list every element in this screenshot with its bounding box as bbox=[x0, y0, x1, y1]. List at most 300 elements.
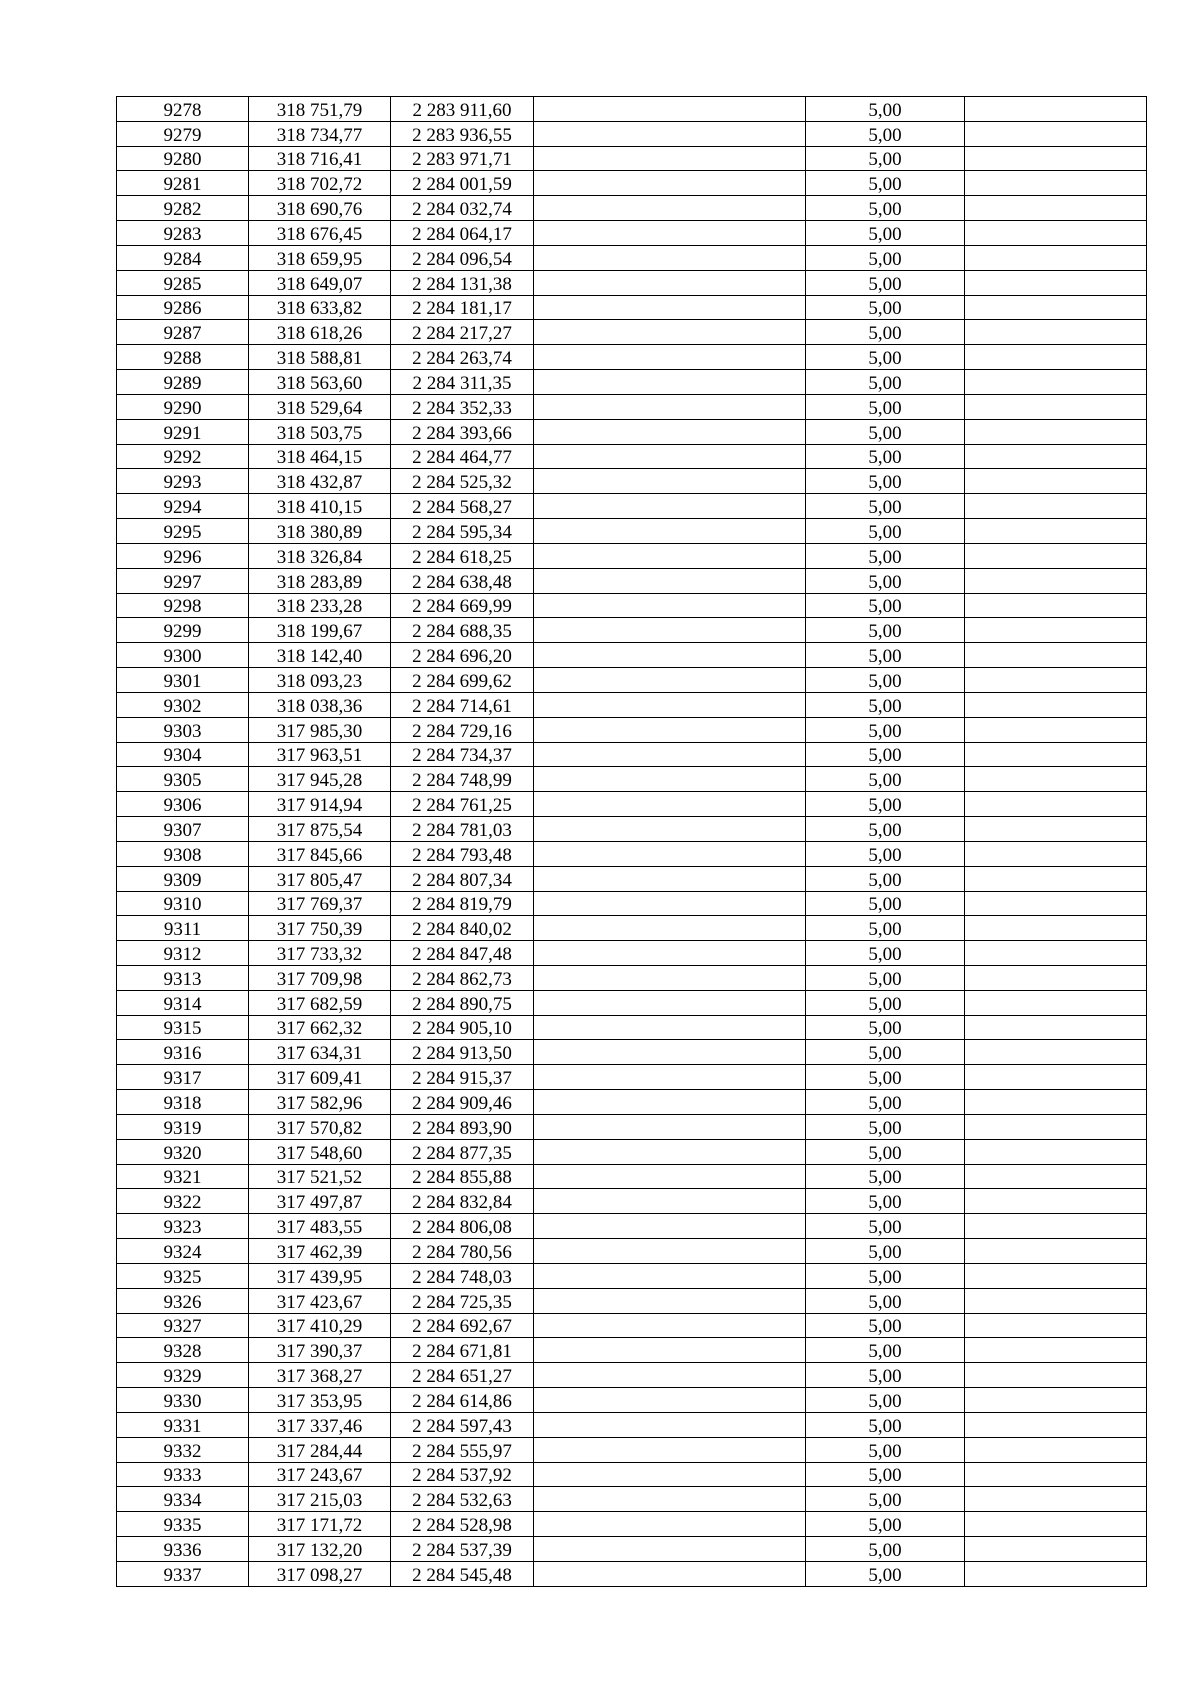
empty-cell bbox=[965, 1090, 1147, 1115]
empty-cell bbox=[965, 792, 1147, 817]
value-cell: 5,00 bbox=[806, 817, 965, 842]
value-cell: 5,00 bbox=[806, 469, 965, 494]
empty-cell bbox=[534, 817, 806, 842]
x-coordinate-cell: 317 682,59 bbox=[249, 990, 391, 1015]
y-coordinate-cell: 2 284 840,02 bbox=[391, 916, 534, 941]
table-row bbox=[117, 519, 1147, 544]
value-cell: 5,00 bbox=[806, 1288, 965, 1313]
y-coordinate-cell: 2 284 696,20 bbox=[391, 643, 534, 668]
value-cell: 5,00 bbox=[806, 1015, 965, 1040]
x-coordinate-cell: 317 171,72 bbox=[249, 1512, 391, 1537]
x-coordinate-cell: 317 634,31 bbox=[249, 1040, 391, 1065]
table-row bbox=[117, 1487, 1147, 1512]
y-coordinate-cell: 2 284 699,62 bbox=[391, 668, 534, 693]
y-coordinate-cell: 2 284 781,03 bbox=[391, 817, 534, 842]
x-coordinate-cell: 318 093,23 bbox=[249, 668, 391, 693]
point-number-cell: 9320 bbox=[117, 1139, 249, 1164]
table-row bbox=[117, 916, 1147, 941]
empty-cell bbox=[965, 692, 1147, 717]
y-coordinate-cell: 2 284 597,43 bbox=[391, 1412, 534, 1437]
empty-cell bbox=[534, 1338, 806, 1363]
table-row bbox=[117, 1288, 1147, 1313]
y-coordinate-cell: 2 284 528,98 bbox=[391, 1512, 534, 1537]
point-number-cell: 9324 bbox=[117, 1239, 249, 1264]
x-coordinate-cell: 318 410,15 bbox=[249, 494, 391, 519]
table-row bbox=[117, 121, 1147, 146]
empty-cell bbox=[534, 643, 806, 668]
point-number-cell: 9292 bbox=[117, 444, 249, 469]
point-number-cell: 9337 bbox=[117, 1561, 249, 1586]
point-number-cell: 9318 bbox=[117, 1090, 249, 1115]
empty-cell bbox=[534, 717, 806, 742]
value-cell: 5,00 bbox=[806, 394, 965, 419]
x-coordinate-cell: 317 963,51 bbox=[249, 742, 391, 767]
empty-cell bbox=[534, 320, 806, 345]
value-cell: 5,00 bbox=[806, 121, 965, 146]
empty-cell bbox=[534, 668, 806, 693]
value-cell: 5,00 bbox=[806, 717, 965, 742]
table-row bbox=[117, 866, 1147, 891]
coordinates-table bbox=[116, 96, 1147, 1587]
y-coordinate-cell: 2 284 714,61 bbox=[391, 692, 534, 717]
empty-cell bbox=[965, 345, 1147, 370]
y-coordinate-cell: 2 284 217,27 bbox=[391, 320, 534, 345]
point-number-cell: 9328 bbox=[117, 1338, 249, 1363]
table-row bbox=[117, 965, 1147, 990]
x-coordinate-cell: 318 326,84 bbox=[249, 543, 391, 568]
table-row bbox=[117, 1537, 1147, 1562]
empty-cell bbox=[534, 1537, 806, 1562]
x-coordinate-cell: 317 439,95 bbox=[249, 1263, 391, 1288]
table-row bbox=[117, 1065, 1147, 1090]
empty-cell bbox=[965, 1338, 1147, 1363]
y-coordinate-cell: 2 284 734,37 bbox=[391, 742, 534, 767]
x-coordinate-cell: 318 464,15 bbox=[249, 444, 391, 469]
point-number-cell: 9325 bbox=[117, 1263, 249, 1288]
value-cell: 5,00 bbox=[806, 1412, 965, 1437]
y-coordinate-cell: 2 284 131,38 bbox=[391, 270, 534, 295]
value-cell: 5,00 bbox=[806, 1065, 965, 1090]
empty-cell bbox=[534, 1462, 806, 1487]
point-number-cell: 9290 bbox=[117, 394, 249, 419]
y-coordinate-cell: 2 284 905,10 bbox=[391, 1015, 534, 1040]
point-number-cell: 9294 bbox=[117, 494, 249, 519]
y-coordinate-cell: 2 284 464,77 bbox=[391, 444, 534, 469]
table-row bbox=[117, 196, 1147, 221]
value-cell: 5,00 bbox=[806, 171, 965, 196]
x-coordinate-cell: 318 529,64 bbox=[249, 394, 391, 419]
table-row bbox=[117, 1114, 1147, 1139]
empty-cell bbox=[965, 643, 1147, 668]
table-row bbox=[117, 245, 1147, 270]
value-cell: 5,00 bbox=[806, 891, 965, 916]
table-row bbox=[117, 990, 1147, 1015]
table-row bbox=[117, 1561, 1147, 1586]
point-number-cell: 9322 bbox=[117, 1189, 249, 1214]
y-coordinate-cell: 2 284 638,48 bbox=[391, 568, 534, 593]
x-coordinate-cell: 318 751,79 bbox=[249, 97, 391, 122]
point-number-cell: 9309 bbox=[117, 866, 249, 891]
empty-cell bbox=[965, 1189, 1147, 1214]
empty-cell bbox=[965, 618, 1147, 643]
y-coordinate-cell: 2 284 915,37 bbox=[391, 1065, 534, 1090]
empty-cell bbox=[965, 593, 1147, 618]
empty-cell bbox=[965, 1288, 1147, 1313]
y-coordinate-cell: 2 284 909,46 bbox=[391, 1090, 534, 1115]
x-coordinate-cell: 318 618,26 bbox=[249, 320, 391, 345]
y-coordinate-cell: 2 284 595,34 bbox=[391, 519, 534, 544]
point-number-cell: 9281 bbox=[117, 171, 249, 196]
table-row bbox=[117, 1164, 1147, 1189]
y-coordinate-cell: 2 284 064,17 bbox=[391, 221, 534, 246]
x-coordinate-cell: 317 423,67 bbox=[249, 1288, 391, 1313]
x-coordinate-cell: 318 380,89 bbox=[249, 519, 391, 544]
x-coordinate-cell: 317 805,47 bbox=[249, 866, 391, 891]
y-coordinate-cell: 2 284 032,74 bbox=[391, 196, 534, 221]
empty-cell bbox=[534, 1263, 806, 1288]
empty-cell bbox=[965, 1239, 1147, 1264]
empty-cell bbox=[965, 494, 1147, 519]
table-row bbox=[117, 1412, 1147, 1437]
empty-cell bbox=[534, 866, 806, 891]
empty-cell bbox=[965, 1015, 1147, 1040]
value-cell: 5,00 bbox=[806, 1512, 965, 1537]
y-coordinate-cell: 2 283 911,60 bbox=[391, 97, 534, 122]
point-number-cell: 9286 bbox=[117, 295, 249, 320]
value-cell: 5,00 bbox=[806, 1561, 965, 1586]
value-cell: 5,00 bbox=[806, 295, 965, 320]
empty-cell bbox=[534, 692, 806, 717]
point-number-cell: 9301 bbox=[117, 668, 249, 693]
value-cell: 5,00 bbox=[806, 97, 965, 122]
point-number-cell: 9311 bbox=[117, 916, 249, 941]
empty-cell bbox=[965, 320, 1147, 345]
x-coordinate-cell: 317 875,54 bbox=[249, 817, 391, 842]
value-cell: 5,00 bbox=[806, 568, 965, 593]
y-coordinate-cell: 2 284 819,79 bbox=[391, 891, 534, 916]
empty-cell bbox=[965, 1040, 1147, 1065]
point-number-cell: 9305 bbox=[117, 767, 249, 792]
table-row bbox=[117, 1139, 1147, 1164]
y-coordinate-cell: 2 284 893,90 bbox=[391, 1114, 534, 1139]
point-number-cell: 9284 bbox=[117, 245, 249, 270]
empty-cell bbox=[534, 742, 806, 767]
value-cell: 5,00 bbox=[806, 1437, 965, 1462]
empty-cell bbox=[534, 345, 806, 370]
point-number-cell: 9314 bbox=[117, 990, 249, 1015]
y-coordinate-cell: 2 284 001,59 bbox=[391, 171, 534, 196]
empty-cell bbox=[965, 1114, 1147, 1139]
empty-cell bbox=[534, 1015, 806, 1040]
empty-cell bbox=[965, 1388, 1147, 1413]
y-coordinate-cell: 2 284 913,50 bbox=[391, 1040, 534, 1065]
empty-cell bbox=[534, 965, 806, 990]
point-number-cell: 9312 bbox=[117, 941, 249, 966]
empty-cell bbox=[534, 171, 806, 196]
empty-cell bbox=[965, 469, 1147, 494]
point-number-cell: 9313 bbox=[117, 965, 249, 990]
empty-cell bbox=[534, 990, 806, 1015]
x-coordinate-cell: 317 483,55 bbox=[249, 1214, 391, 1239]
x-coordinate-cell: 317 945,28 bbox=[249, 767, 391, 792]
table-row bbox=[117, 1462, 1147, 1487]
point-number-cell: 9297 bbox=[117, 568, 249, 593]
table-row bbox=[117, 320, 1147, 345]
value-cell: 5,00 bbox=[806, 965, 965, 990]
value-cell: 5,00 bbox=[806, 1214, 965, 1239]
value-cell: 5,00 bbox=[806, 270, 965, 295]
empty-cell bbox=[534, 1313, 806, 1338]
empty-cell bbox=[965, 866, 1147, 891]
point-number-cell: 9326 bbox=[117, 1288, 249, 1313]
value-cell: 5,00 bbox=[806, 245, 965, 270]
x-coordinate-cell: 317 284,44 bbox=[249, 1437, 391, 1462]
empty-cell bbox=[965, 1065, 1147, 1090]
y-coordinate-cell: 2 284 671,81 bbox=[391, 1338, 534, 1363]
empty-cell bbox=[534, 767, 806, 792]
x-coordinate-cell: 317 769,37 bbox=[249, 891, 391, 916]
value-cell: 5,00 bbox=[806, 519, 965, 544]
value-cell: 5,00 bbox=[806, 320, 965, 345]
coordinates-table-body bbox=[117, 97, 1147, 1587]
value-cell: 5,00 bbox=[806, 221, 965, 246]
point-number-cell: 9321 bbox=[117, 1164, 249, 1189]
point-number-cell: 9291 bbox=[117, 419, 249, 444]
value-cell: 5,00 bbox=[806, 941, 965, 966]
x-coordinate-cell: 317 845,66 bbox=[249, 841, 391, 866]
empty-cell bbox=[534, 1189, 806, 1214]
point-number-cell: 9299 bbox=[117, 618, 249, 643]
point-number-cell: 9334 bbox=[117, 1487, 249, 1512]
y-coordinate-cell: 2 284 890,75 bbox=[391, 990, 534, 1015]
empty-cell bbox=[965, 1263, 1147, 1288]
empty-cell bbox=[534, 221, 806, 246]
x-coordinate-cell: 317 750,39 bbox=[249, 916, 391, 941]
empty-cell bbox=[534, 1065, 806, 1090]
value-cell: 5,00 bbox=[806, 419, 965, 444]
value-cell: 5,00 bbox=[806, 1338, 965, 1363]
empty-cell bbox=[965, 1537, 1147, 1562]
x-coordinate-cell: 318 716,41 bbox=[249, 146, 391, 171]
value-cell: 5,00 bbox=[806, 692, 965, 717]
table-row bbox=[117, 792, 1147, 817]
x-coordinate-cell: 318 038,36 bbox=[249, 692, 391, 717]
table-row bbox=[117, 1388, 1147, 1413]
empty-cell bbox=[534, 469, 806, 494]
x-coordinate-cell: 317 353,95 bbox=[249, 1388, 391, 1413]
empty-cell bbox=[965, 370, 1147, 395]
point-number-cell: 9282 bbox=[117, 196, 249, 221]
empty-cell bbox=[534, 1114, 806, 1139]
table-row bbox=[117, 1437, 1147, 1462]
y-coordinate-cell: 2 284 393,66 bbox=[391, 419, 534, 444]
point-number-cell: 9295 bbox=[117, 519, 249, 544]
table-row bbox=[117, 295, 1147, 320]
empty-cell bbox=[965, 1462, 1147, 1487]
table-row bbox=[117, 1015, 1147, 1040]
value-cell: 5,00 bbox=[806, 841, 965, 866]
table-row bbox=[117, 221, 1147, 246]
empty-cell bbox=[534, 1090, 806, 1115]
y-coordinate-cell: 2 284 614,86 bbox=[391, 1388, 534, 1413]
x-coordinate-cell: 318 503,75 bbox=[249, 419, 391, 444]
empty-cell bbox=[965, 1412, 1147, 1437]
empty-cell bbox=[965, 97, 1147, 122]
y-coordinate-cell: 2 284 181,17 bbox=[391, 295, 534, 320]
empty-cell bbox=[534, 792, 806, 817]
empty-cell bbox=[534, 568, 806, 593]
table-row bbox=[117, 717, 1147, 742]
empty-cell bbox=[534, 1363, 806, 1388]
empty-cell bbox=[534, 916, 806, 941]
point-number-cell: 9307 bbox=[117, 817, 249, 842]
empty-cell bbox=[534, 941, 806, 966]
table-row bbox=[117, 692, 1147, 717]
y-coordinate-cell: 2 284 545,48 bbox=[391, 1561, 534, 1586]
point-number-cell: 9288 bbox=[117, 345, 249, 370]
x-coordinate-cell: 317 368,27 bbox=[249, 1363, 391, 1388]
empty-cell bbox=[965, 519, 1147, 544]
y-coordinate-cell: 2 284 877,35 bbox=[391, 1139, 534, 1164]
value-cell: 5,00 bbox=[806, 1189, 965, 1214]
y-coordinate-cell: 2 284 761,25 bbox=[391, 792, 534, 817]
x-coordinate-cell: 318 283,89 bbox=[249, 568, 391, 593]
empty-cell bbox=[965, 419, 1147, 444]
empty-cell bbox=[965, 767, 1147, 792]
value-cell: 5,00 bbox=[806, 767, 965, 792]
table-row bbox=[117, 593, 1147, 618]
x-coordinate-cell: 317 548,60 bbox=[249, 1139, 391, 1164]
x-coordinate-cell: 317 709,98 bbox=[249, 965, 391, 990]
x-coordinate-cell: 317 582,96 bbox=[249, 1090, 391, 1115]
value-cell: 5,00 bbox=[806, 1462, 965, 1487]
y-coordinate-cell: 2 284 311,35 bbox=[391, 370, 534, 395]
table-row bbox=[117, 1313, 1147, 1338]
value-cell: 5,00 bbox=[806, 1263, 965, 1288]
empty-cell bbox=[965, 990, 1147, 1015]
point-number-cell: 9317 bbox=[117, 1065, 249, 1090]
empty-cell bbox=[534, 593, 806, 618]
value-cell: 5,00 bbox=[806, 866, 965, 891]
table-row bbox=[117, 543, 1147, 568]
empty-cell bbox=[534, 1412, 806, 1437]
point-number-cell: 9280 bbox=[117, 146, 249, 171]
table-row bbox=[117, 370, 1147, 395]
empty-cell bbox=[965, 1164, 1147, 1189]
table-row bbox=[117, 1263, 1147, 1288]
empty-cell bbox=[534, 1437, 806, 1462]
empty-cell bbox=[534, 891, 806, 916]
empty-cell bbox=[534, 1139, 806, 1164]
point-number-cell: 9278 bbox=[117, 97, 249, 122]
empty-cell bbox=[965, 1561, 1147, 1586]
value-cell: 5,00 bbox=[806, 593, 965, 618]
value-cell: 5,00 bbox=[806, 444, 965, 469]
point-number-cell: 9293 bbox=[117, 469, 249, 494]
y-coordinate-cell: 2 284 263,74 bbox=[391, 345, 534, 370]
table-row bbox=[117, 171, 1147, 196]
x-coordinate-cell: 318 633,82 bbox=[249, 295, 391, 320]
x-coordinate-cell: 317 337,46 bbox=[249, 1412, 391, 1437]
empty-cell bbox=[965, 146, 1147, 171]
empty-cell bbox=[965, 270, 1147, 295]
table-row bbox=[117, 891, 1147, 916]
empty-cell bbox=[965, 444, 1147, 469]
empty-cell bbox=[534, 245, 806, 270]
x-coordinate-cell: 317 132,20 bbox=[249, 1537, 391, 1562]
empty-cell bbox=[965, 841, 1147, 866]
x-coordinate-cell: 317 914,94 bbox=[249, 792, 391, 817]
point-number-cell: 9332 bbox=[117, 1437, 249, 1462]
point-number-cell: 9285 bbox=[117, 270, 249, 295]
empty-cell bbox=[965, 245, 1147, 270]
point-number-cell: 9335 bbox=[117, 1512, 249, 1537]
empty-cell bbox=[534, 543, 806, 568]
empty-cell bbox=[534, 494, 806, 519]
table-row bbox=[117, 618, 1147, 643]
value-cell: 5,00 bbox=[806, 990, 965, 1015]
y-coordinate-cell: 2 284 793,48 bbox=[391, 841, 534, 866]
y-coordinate-cell: 2 284 669,99 bbox=[391, 593, 534, 618]
table-row bbox=[117, 345, 1147, 370]
y-coordinate-cell: 2 284 729,16 bbox=[391, 717, 534, 742]
y-coordinate-cell: 2 284 532,63 bbox=[391, 1487, 534, 1512]
x-coordinate-cell: 318 142,40 bbox=[249, 643, 391, 668]
empty-cell bbox=[965, 1437, 1147, 1462]
x-coordinate-cell: 317 462,39 bbox=[249, 1239, 391, 1264]
point-number-cell: 9303 bbox=[117, 717, 249, 742]
point-number-cell: 9336 bbox=[117, 1537, 249, 1562]
value-cell: 5,00 bbox=[806, 1363, 965, 1388]
table-row bbox=[117, 941, 1147, 966]
x-coordinate-cell: 317 410,29 bbox=[249, 1313, 391, 1338]
value-cell: 5,00 bbox=[806, 1164, 965, 1189]
empty-cell bbox=[534, 196, 806, 221]
empty-cell bbox=[534, 1288, 806, 1313]
point-number-cell: 9319 bbox=[117, 1114, 249, 1139]
empty-cell bbox=[965, 941, 1147, 966]
value-cell: 5,00 bbox=[806, 1537, 965, 1562]
empty-cell bbox=[534, 618, 806, 643]
table-row bbox=[117, 1040, 1147, 1065]
y-coordinate-cell: 2 284 748,99 bbox=[391, 767, 534, 792]
x-coordinate-cell: 317 497,87 bbox=[249, 1189, 391, 1214]
x-coordinate-cell: 317 521,52 bbox=[249, 1164, 391, 1189]
empty-cell bbox=[534, 1561, 806, 1586]
empty-cell bbox=[965, 171, 1147, 196]
point-number-cell: 9331 bbox=[117, 1412, 249, 1437]
point-number-cell: 9304 bbox=[117, 742, 249, 767]
empty-cell bbox=[534, 444, 806, 469]
x-coordinate-cell: 318 659,95 bbox=[249, 245, 391, 270]
empty-cell bbox=[534, 419, 806, 444]
empty-cell bbox=[965, 1139, 1147, 1164]
x-coordinate-cell: 317 243,67 bbox=[249, 1462, 391, 1487]
y-coordinate-cell: 2 284 748,03 bbox=[391, 1263, 534, 1288]
y-coordinate-cell: 2 284 806,08 bbox=[391, 1214, 534, 1239]
x-coordinate-cell: 318 734,77 bbox=[249, 121, 391, 146]
y-coordinate-cell: 2 284 862,73 bbox=[391, 965, 534, 990]
table-row bbox=[117, 444, 1147, 469]
empty-cell bbox=[534, 1214, 806, 1239]
point-number-cell: 9279 bbox=[117, 121, 249, 146]
y-coordinate-cell: 2 284 780,56 bbox=[391, 1239, 534, 1264]
table-row bbox=[117, 568, 1147, 593]
y-coordinate-cell: 2 284 688,35 bbox=[391, 618, 534, 643]
value-cell: 5,00 bbox=[806, 742, 965, 767]
point-number-cell: 9306 bbox=[117, 792, 249, 817]
x-coordinate-cell: 318 432,87 bbox=[249, 469, 391, 494]
